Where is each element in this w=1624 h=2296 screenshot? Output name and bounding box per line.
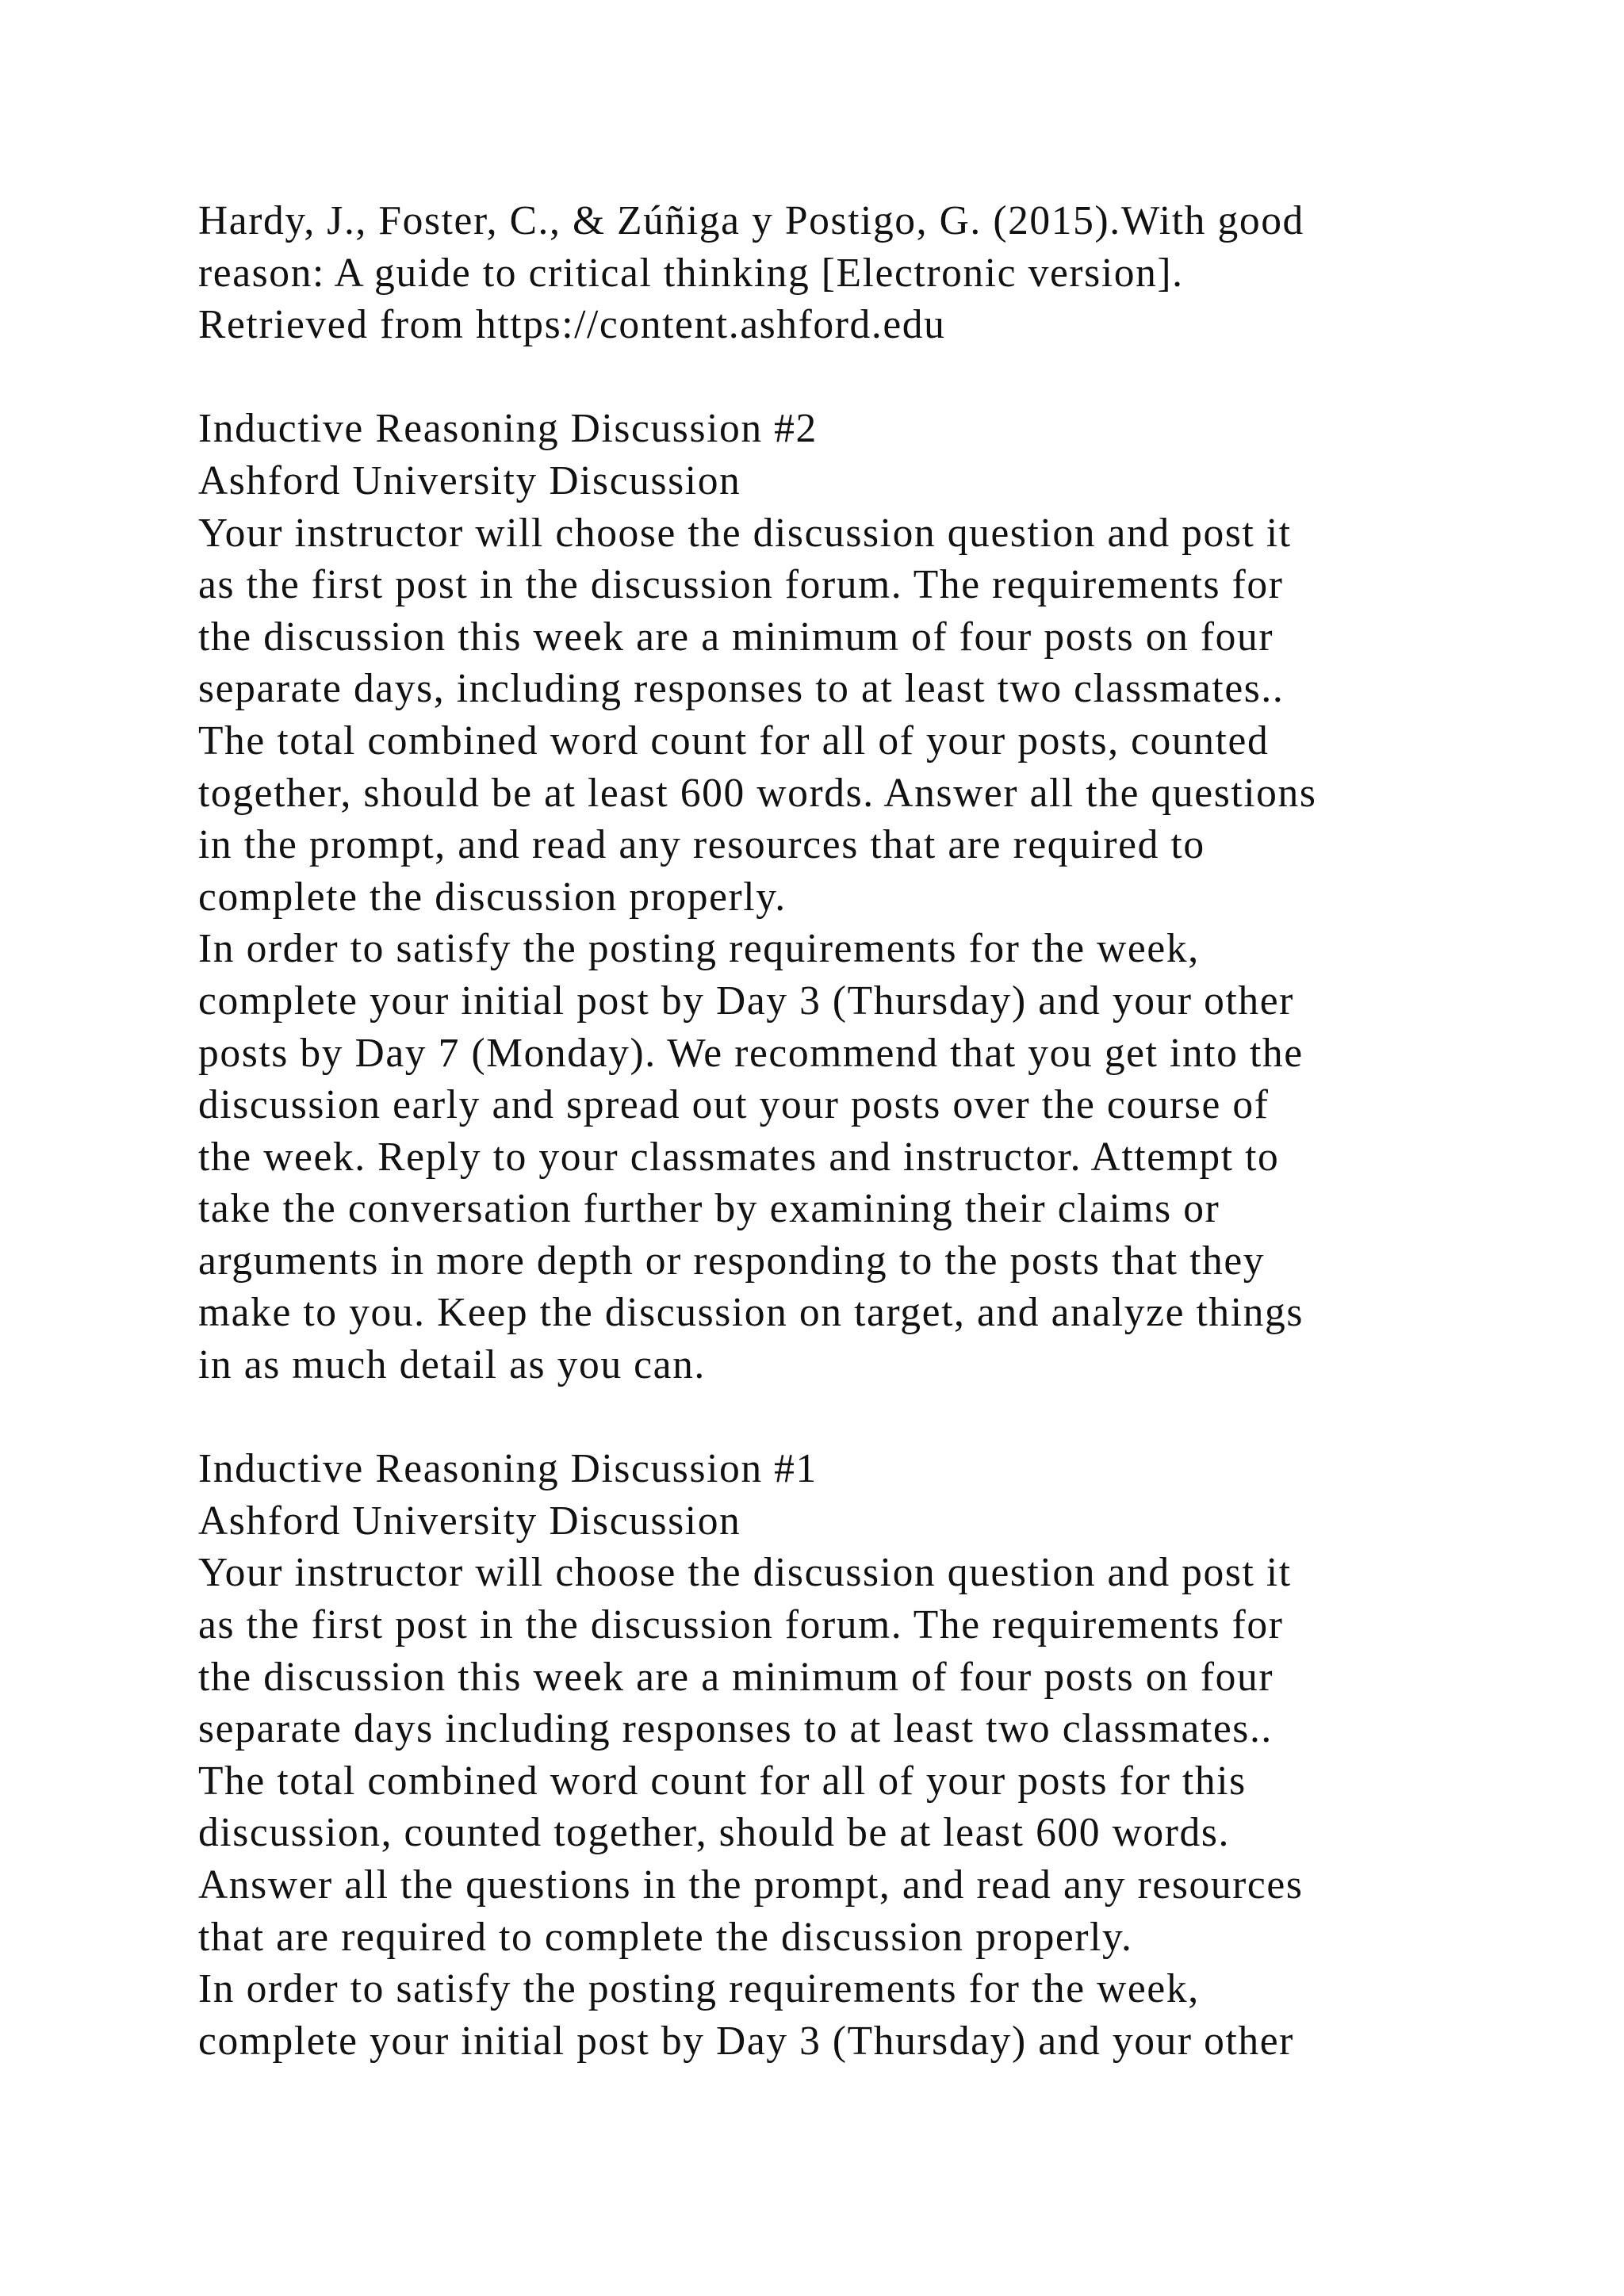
body-line: in as much detail as you can. — [198, 1342, 706, 1388]
section-title: Inductive Reasoning Discussion #1 — [198, 1446, 818, 1492]
body-line: take the conversation further by examining their claims or — [198, 1186, 1220, 1232]
citation-line: reason: A guide to critical thinking [Electronic version]. — [198, 250, 1184, 296]
citation-line: Hardy, J., Foster, C., & Zúñiga y Postigo, G. (2015).With good — [198, 198, 1304, 243]
body-line: arguments in more depth or responding to the posts that they — [198, 1238, 1266, 1284]
paragraph-gap — [198, 351, 1467, 404]
body-line: Answer all the questions in the prompt, and read any resources — [198, 1862, 1304, 1908]
body-line: The total combined word count for all of your posts, counted — [198, 718, 1270, 763]
body-line: complete your initial post by Day 3 (Thursday) and your other — [198, 978, 1294, 1024]
body-line: In order to satisfy the posting requirements for the week, — [198, 1966, 1200, 2012]
body-line: discussion, counted together, should be at least 600 words. — [198, 1810, 1230, 1856]
body-line: as the first post in the discussion forum. The requirements for — [198, 1602, 1284, 1648]
discussion-2-section — [198, 403, 1467, 1391]
body-line: separate days, including responses to at least two classmates.. — [198, 666, 1285, 712]
body-line: Your instructor will choose the discussion question and post it — [198, 510, 1292, 556]
body-line: posts by Day 7 (Monday). We recommend that you get into the — [198, 1030, 1304, 1076]
discussion-1-section — [198, 1443, 1467, 2067]
body-line: in the prompt, and read any resources that are required to — [198, 822, 1205, 868]
body-line: Your instructor will choose the discussion question and post it — [198, 1550, 1292, 1596]
citation-block — [198, 195, 1467, 351]
body-line: as the first post in the discussion forum. The requirements for — [198, 562, 1284, 608]
body-line: that are required to complete the discussion properly. — [198, 1914, 1133, 1960]
section-title: Inductive Reasoning Discussion #2 — [198, 406, 818, 452]
citation-line: Retrieved from https://content.ashford.edu — [198, 302, 946, 348]
body-line: The total combined word count for all of your posts for this — [198, 1758, 1247, 1804]
document-body — [198, 195, 1467, 2067]
body-line: the discussion this week are a minimum of four posts on four — [198, 614, 1274, 660]
body-line: make to you. Keep the discussion on target, and analyze things — [198, 1290, 1304, 1336]
body-line: complete the discussion properly. — [198, 874, 787, 920]
body-line: together, should be at least 600 words. Answer all the questions — [198, 770, 1317, 816]
body-line: discussion early and spread out your posts over the course of — [198, 1082, 1270, 1128]
body-line: the discussion this week are a minimum of four posts on four — [198, 1654, 1274, 1700]
body-line: the week. Reply to your classmates and instructor. Attempt to — [198, 1134, 1280, 1180]
body-line: In order to satisfy the posting requirements for the week, — [198, 926, 1200, 972]
body-line: separate days including responses to at least two classmates.. — [198, 1706, 1273, 1752]
section-subtitle: Ashford University Discussion — [198, 457, 741, 503]
section-subtitle: Ashford University Discussion — [198, 1498, 741, 1544]
paragraph-gap — [198, 1391, 1467, 1444]
body-line: complete your initial post by Day 3 (Thursday) and your other — [198, 2018, 1294, 2064]
